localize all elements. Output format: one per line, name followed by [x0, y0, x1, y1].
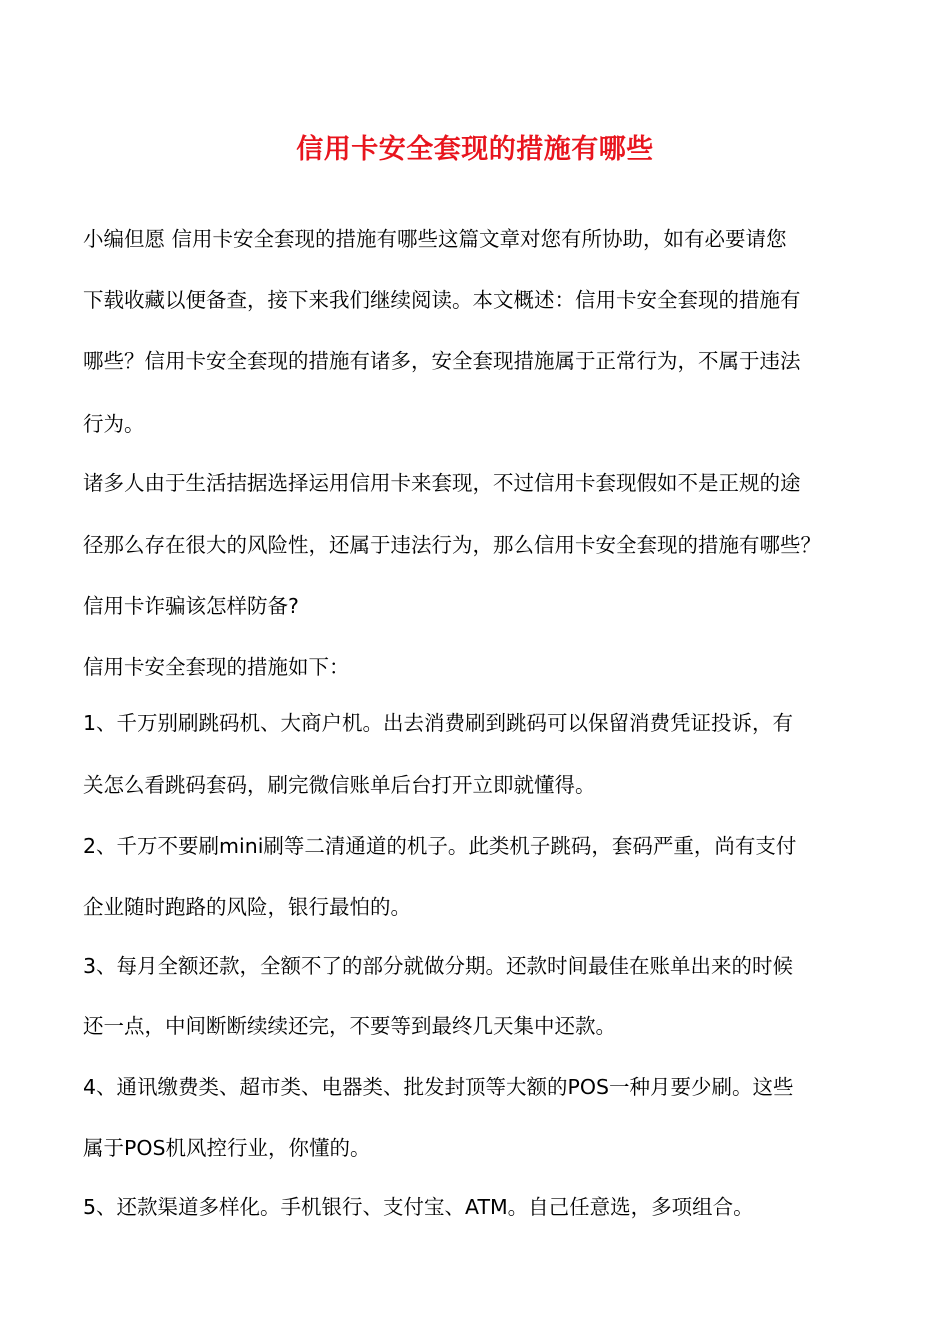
text-line: 诸多人由于生活拮据选择运用信用卡来套现，不过信用卡套现假如不是正规的途	[83, 471, 801, 495]
text-line: 5、还款渠道多样化。手机银行、支付宝、ATM。自己任意选，多项组合。	[83, 1195, 754, 1219]
text-line: 企业随时跑路的风险，银行最怕的。	[83, 895, 411, 919]
text-line: 哪些？信用卡安全套现的措施有诸多，安全套现措施属于正常行为，不属于违法	[83, 349, 801, 373]
text-line: 属于POS机风控行业，你懂的。	[83, 1136, 371, 1160]
text-line: 径那么存在很大的风险性，还属于违法行为，那么信用卡安全套现的措施有哪些？	[83, 533, 821, 557]
text-line: 1、千万别刷跳码机、大商户机。出去消费刷到跳码可以保留消费凭证投诉，有	[83, 711, 794, 735]
text-line: 2、千万不要刷mini刷等二清通道的机子。此类机子跳码，套码严重，尚有支付	[83, 834, 797, 858]
text-line: 小编但愿 信用卡安全套现的措施有哪些这篇文章对您有所协助，如有必要请您	[83, 227, 787, 251]
text-line: 信用卡诈骗该怎样防备?	[83, 594, 299, 618]
text-line: 关怎么看跳码套码，刷完微信账单后台打开立即就懂得。	[83, 773, 596, 797]
text-line: 信用卡安全套现的措施如下：	[83, 655, 350, 679]
text-line: 3、每月全额还款，全额不了的部分就做分期。还款时间最佳在账单出来的时候	[83, 954, 794, 978]
text-line: 4、通讯缴费类、超市类、电器类、批发封顶等大额的POS一种月要少刷。这些	[83, 1075, 794, 1099]
document-title: 信用卡安全套现的措施有哪些	[296, 134, 654, 165]
text-line: 还一点，中间断断续续还完，不要等到最终几天集中还款。	[83, 1014, 616, 1038]
text-line: 行为。	[83, 412, 145, 436]
text-line: 下载收藏以便备查，接下来我们继续阅读。本文概述：信用卡安全套现的措施有	[83, 288, 801, 312]
